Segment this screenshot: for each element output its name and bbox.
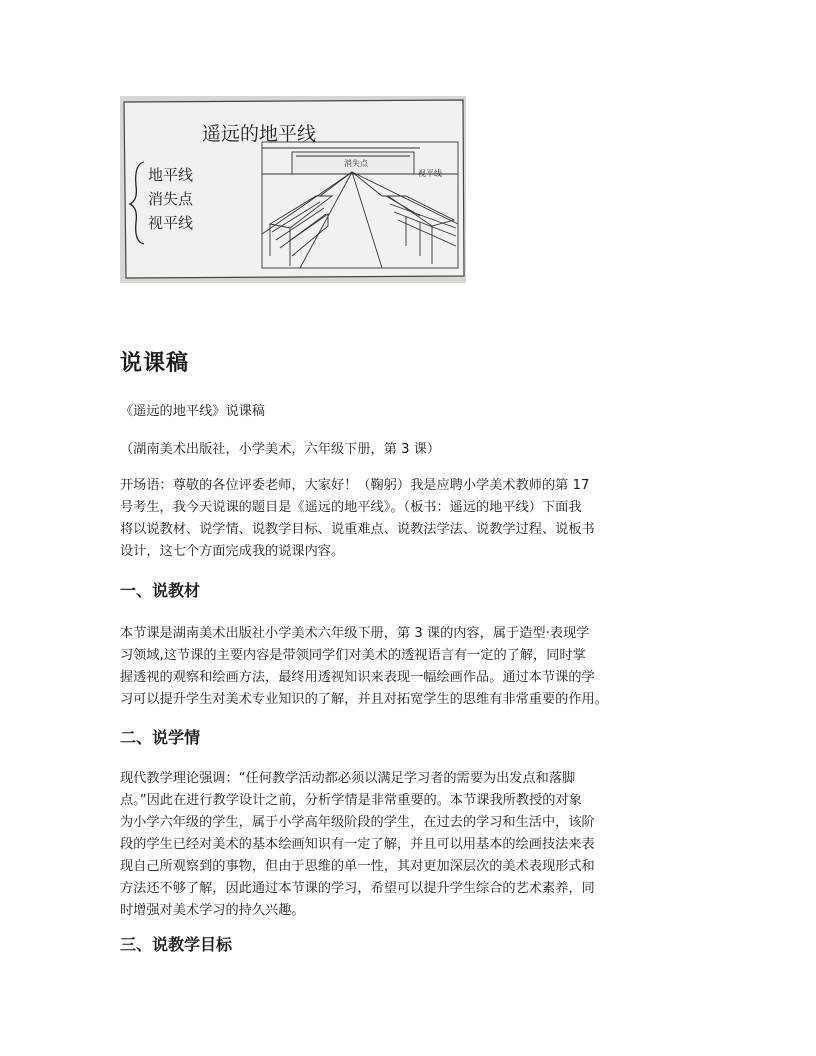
paragraph-line: 为小学六年级的学生，属于小学高年级阶段的学生，在过去的学习和生活中，该阶: [120, 815, 595, 830]
label-eye-level: 视平线: [418, 169, 442, 178]
paragraph-line: 习领域,这节课的主要内容是带领同学们对美术的透视语言有一定的了解，同时掌: [120, 648, 586, 663]
document-source: （湖南美术出版社，小学美术，六年级下册，第 3 课）: [120, 442, 441, 457]
paragraph-line: 方法还不够了解，因此通过本节课的学习，希望可以提升学生综合的艺术素养，同: [120, 881, 595, 896]
board-title: 遥远的地平线: [202, 123, 317, 145]
paragraph-line: 时增强对美术学习的持久兴趣。: [120, 903, 305, 918]
section-paragraph-students: [120, 768, 595, 922]
paragraph-line: 习可以提升学生对美术专业知识的了解，并且对拓宽学生的思维有非常重要的作用。: [120, 692, 608, 707]
intro-line: 号考生，我今天说课的题目是《遥远的地平线》。（板书：遥远的地平线）下面我: [120, 500, 582, 515]
bracket-term-horizon: 地平线: [148, 166, 194, 184]
blackboard-sketch-image: [120, 96, 466, 283]
intro-line: 设计，这七个方面完成我的说课内容。: [120, 544, 345, 559]
sketch-drawing: [120, 96, 466, 283]
section-heading-textbook: 一、说教材: [120, 581, 201, 600]
page-title: 说课稿: [120, 351, 190, 376]
label-vanishing-point: 消失点: [344, 159, 368, 168]
paragraph-line: 段的学生已经对美术的基本绘画知识有一定了解，并且可以用基本的绘画技法来表: [120, 837, 595, 852]
bracket-term-eye-level: 视平线: [148, 214, 194, 232]
bracket-term-vanishing-point: 消失点: [148, 190, 194, 208]
intro-line: 开场语：尊敬的各位评委老师，大家好！（鞠躬）我是应聘小学美术教师的第 17: [120, 478, 590, 493]
section-heading-objectives: 三、说教学目标: [120, 935, 233, 954]
section-paragraph-textbook: [120, 623, 608, 711]
paragraph-line: 本节课是湖南美术出版社小学美术六年级下册，第 3 课的内容，属于造型·表现学: [120, 626, 590, 641]
intro-line: 将以说教材、说学情、说教学目标、说重难点、说教法学法、说教学过程、说板书: [120, 522, 595, 537]
section-heading-students: 二、说学情: [120, 728, 201, 747]
paragraph-line: 点。”因此在进行教学设计之前，分析学情是非常重要的。本节课我所教授的对象: [120, 793, 582, 808]
paragraph-line: 握透视的观察和绘画方法，最终用透视知识来表现一幅绘画作品。通过本节课的学: [120, 670, 595, 685]
paragraph-line: 现代教学理论强调：“任何教学活动都必须以满足学习者的需要为出发点和落脚: [120, 771, 576, 786]
intro-paragraph: [120, 475, 595, 563]
paragraph-line: 现自己所观察到的事物，但由于思维的单一性，其对更加深层次的美术表现形式和: [120, 859, 595, 874]
document-subtitle: 《遥远的地平线》说课稿: [120, 404, 266, 419]
